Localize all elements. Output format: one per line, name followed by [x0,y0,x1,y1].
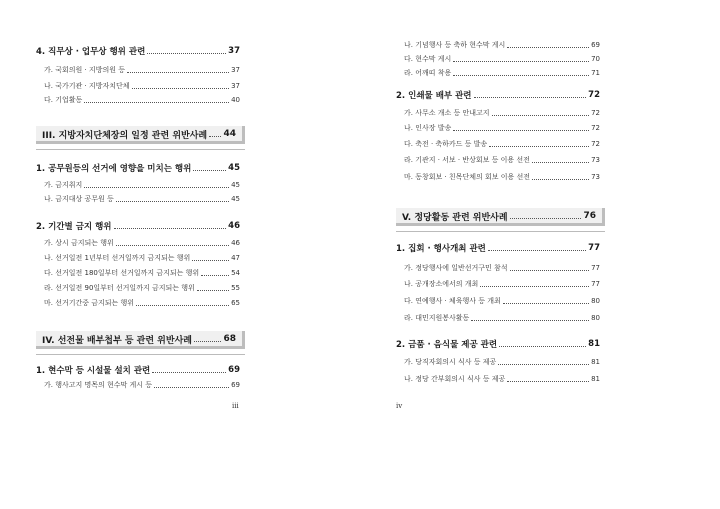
toc-item: 라. 대민지원봉사활동 80 [404,314,600,322]
toc-section-entry: 1. 집회 · 행사개최 관련 77 [396,243,600,254]
toc-item: 가. 상시 금지되는 행위 46 [44,239,240,247]
chapter-title: V. 정당활동 관련 위반사례 [402,212,508,223]
chapter-page-number: 44 [223,129,236,139]
toc-item: 나. 선거일전 1년부터 선거일까지 금지되는 행위 47 [44,254,240,262]
toc-page-number: 37 [228,46,240,56]
chapter-page-number: 76 [583,211,596,221]
toc-item: 나. 정당 간부회의시 식사 등 제공 81 [404,375,600,383]
toc-item: 나. 기념행사 등 축하 현수막 게시 69 [404,41,600,49]
toc-item: 나. 인사장 발송 72 [404,124,600,132]
toc-item: 가. 정당행사에 일반선거구민 참석 77 [404,264,600,272]
toc-item: 다. 현수막 게시 70 [404,55,600,63]
toc-item: 가. 사무소 개소 등 안내고지 72 [404,109,600,117]
toc-section-entry: 2. 인쇄물 배부 관련 72 [396,90,600,101]
toc-section-title: 4. 직무상 · 업무상 행위 관련 [36,47,146,57]
toc-item: 라. 선거일전 90일부터 선거일까지 금지되는 행위 55 [44,284,240,292]
chapter-title: IV. 선전물 배부첩부 등 관련 위반사례 [42,335,192,346]
toc-item: 라. 기관지 · 서보 · 반상회보 등 이용 선전 73 [404,156,600,164]
toc-item: 라. 어깨띠 착용 71 [404,69,600,77]
toc-item: 나. 금지대상 공무원 등 45 [44,195,240,203]
toc-item: 가. 국회의원 · 지방의원 등 37 [44,66,240,74]
toc-item: 다. 선거일전 180일부터 선거일까지 금지되는 행위 54 [44,269,240,277]
divider [36,149,245,150]
chapter-page-number: 68 [223,334,236,344]
divider [36,354,245,355]
page-folio: iii [232,402,239,410]
chapter-heading-box [36,126,245,144]
divider [396,231,605,232]
toc-item: 마. 동창회보 · 친목단체의 회보 이용 선전 73 [404,173,600,181]
toc-item: 가. 행사고지 명목의 현수막 게시 등 69 [44,381,240,389]
chapter-heading-box [396,208,605,226]
chapter-title: III. 지방자치단체장의 일정 관련 위반사례 [42,130,208,141]
page-folio: iv [396,402,403,410]
toc-section-entry: 2. 금품 · 음식물 제공 관련 81 [396,339,600,350]
leader-dots [147,53,226,54]
toc-item: 나. 국가기관 · 지방자치단체 37 [44,82,240,90]
toc-section-entry: 2. 기간별 금지 행위 46 [36,221,240,232]
toc-section-entry: 1. 공무원등의 선거에 영향을 미치는 행위 45 [36,163,240,174]
toc-section-entry: 1. 현수막 등 시설물 설치 관련 69 [36,365,240,376]
toc-item: 다. 연예행사 · 체육행사 등 개최 80 [404,297,600,305]
toc-item: 다. 축전 · 축하카드 등 발송 72 [404,140,600,148]
toc-item: 마. 선거기간중 금지되는 행위 65 [44,299,240,307]
toc-item: 다. 기업활동 40 [44,96,240,104]
toc-section-entry [36,45,240,57]
right-page [360,0,720,509]
toc-item: 나. 공개장소에서의 개최 77 [404,280,600,288]
toc-item: 가. 금지취지 45 [44,181,240,189]
chapter-heading-box [36,331,245,349]
toc-item: 가. 당직자회의시 식사 등 제공 81 [404,358,600,366]
